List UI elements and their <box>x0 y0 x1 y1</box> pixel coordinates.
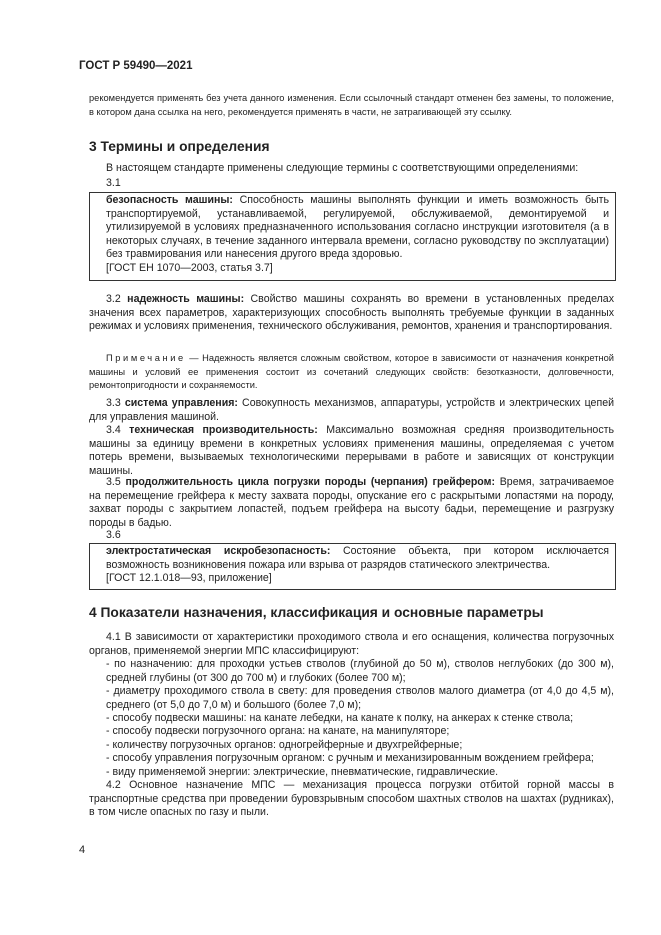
term-3-5 <box>89 476 614 530</box>
page-number: 4 <box>79 844 86 856</box>
list-item: - количеству погрузочных органов: одногрейферные и двухгрейферные; <box>106 739 463 751</box>
term-3-1-term: безопасность машины: <box>106 194 233 206</box>
note-3-2 <box>89 352 614 393</box>
term-3-6-number: 3.6 <box>106 529 121 541</box>
list-item: - способу подвески машины: на канате лебедки, на канате к полку, на анкерах к стенке ствола; <box>106 712 574 724</box>
term-3-2-number: 3.2 <box>106 293 121 305</box>
paragraph-4-2: 4.2 Основное назначение МПС — механизация процесса погрузки отбитой горной массы в транспортные средства при проведении буровзрывным способом шахтных стволов на шахтах (рудниках), в том числе опасных по газу и пыли. <box>89 779 614 819</box>
term-3-5-number: 3.5 <box>106 476 121 488</box>
term-3-2 <box>89 293 614 334</box>
term-3-6-definition <box>106 545 609 572</box>
term-3-6-box <box>89 543 616 590</box>
list-item: - способу управления погрузочным органом: с ручным и механизированным вождением грейфера; <box>106 752 594 764</box>
list-item: - виду применяемой энергии: электрические, пневматические, гидравлические. <box>106 766 499 778</box>
term-3-2-term: надежность машины: <box>127 293 245 305</box>
term-3-5-term: продолжительность цикла погрузки породы (черпания) грейфером: <box>125 476 496 488</box>
term-3-2-text: Свойство машины сохранять во времени в установленных пределах значения всех параметров, характеризующих способность выполнять требуемые функции в заданных режимах и условиях применения, технического обслуживания, ремонтов, хранения и транспортирования. <box>89 293 614 333</box>
term-3-4-text: Максимально возможная средняя производительность машины за единицу времени в конкретных условиях применения машины, определяемая с учетом потерь времени, вызываемых технологическими перерывами в работе и зависящих от конструкции машины. <box>89 424 614 477</box>
term-3-3 <box>89 397 614 424</box>
list-item: - по назначению: для проходки устьев стволов (глубиной до 50 м), стволов неглубоких (до 300 м), средней глубины (от 300 до 700 м) и глубоких (более 700 м); <box>106 658 614 684</box>
section-4-title: 4 Показатели назначения, классификация и основные параметры <box>89 605 544 620</box>
note-label: Примечание <box>106 353 186 363</box>
term-3-3-term: система управления: <box>124 397 238 409</box>
term-3-3-number: 3.3 <box>106 397 121 409</box>
term-3-6-text: Состояние объекта, при котором исключается возможность возникновения пожара или взрыва от разрядов статического электричества. <box>106 545 609 571</box>
list-item: - способу подвески погрузочного органа: на канате, на манипуляторе; <box>106 725 450 737</box>
term-3-6-term: электростатическая искробезопасность: <box>106 545 331 557</box>
term-3-4-number: 3.4 <box>106 424 121 436</box>
term-3-1-text: Способность машины выполнять функции и иметь возможность быть транспортируемой, устанавливаемой, регулируемой, обслуживаемой, демонтируемой и утилизируемой в условиях предназначенного использования согласно инструкции изготовителя (а в некоторых случаях, в течение заданного интервала времени, согласно руководству по эксплуатации) без травмирования или нанесения другого вреда здоровью. <box>106 194 610 261</box>
section-3-lead: В настоящем стандарте применены следующие термины с соответствующими определениями: <box>106 162 579 174</box>
term-3-5-text: Время, затрачиваемое на перемещение грейфера к месту захвата породы, опускание его с раскрытыми лопастями на породу, захват породы с закрытием лопастей, подъем грейфера на высоту бадьи, перемещение и разгрузку породы в бадью. <box>89 476 614 529</box>
term-3-4 <box>89 424 614 478</box>
note-text: — Надежность является сложным свойством, которое в зависимости от назначения конкретной машины и условий ее применения состоит из сочетаний следующих свойств: безотказности, долговечности, ремонтопригодности и сохраняемости. <box>89 353 614 391</box>
term-3-1-reference: [ГОСТ ЕН 1070—2003, статья 3.7] <box>106 261 273 274</box>
document-id: ГОСТ Р 59490—2021 <box>79 60 193 72</box>
term-3-3-text: Совокупность механизмов, аппаратуры, устройств и электрических цепей для управления машиной. <box>89 397 614 423</box>
term-3-1-number: 3.1 <box>106 177 121 189</box>
term-3-1-definition <box>106 194 609 262</box>
paragraph-4-1: 4.1 В зависимости от характеристики проходимого ствола и его оснащения, количества погрузочных органов, применяемой энергии МПС классифицируют: <box>89 631 614 657</box>
section-3-title: 3 Термины и определения <box>89 139 270 154</box>
list-item: - диаметру проходимого ствола в свету: для проведения стволов малого диаметра (от 4,0 до 4,5 м), среднего (от 5,0 до 7,0 м) и большого (более 7,0 м); <box>106 685 614 711</box>
term-3-4-term: техническая производительность: <box>129 424 318 436</box>
intro-paragraph: рекомендуется применять без учета данного изменения. Если ссылочный стандарт отменен без замены, то положение, в котором дана ссылка на него, рекомендуется применять в части, не затрагивающей эту ссылку. <box>89 93 614 117</box>
term-3-6-reference: [ГОСТ 12.1.018—93, приложение] <box>106 572 272 585</box>
term-3-1-box <box>89 192 616 281</box>
